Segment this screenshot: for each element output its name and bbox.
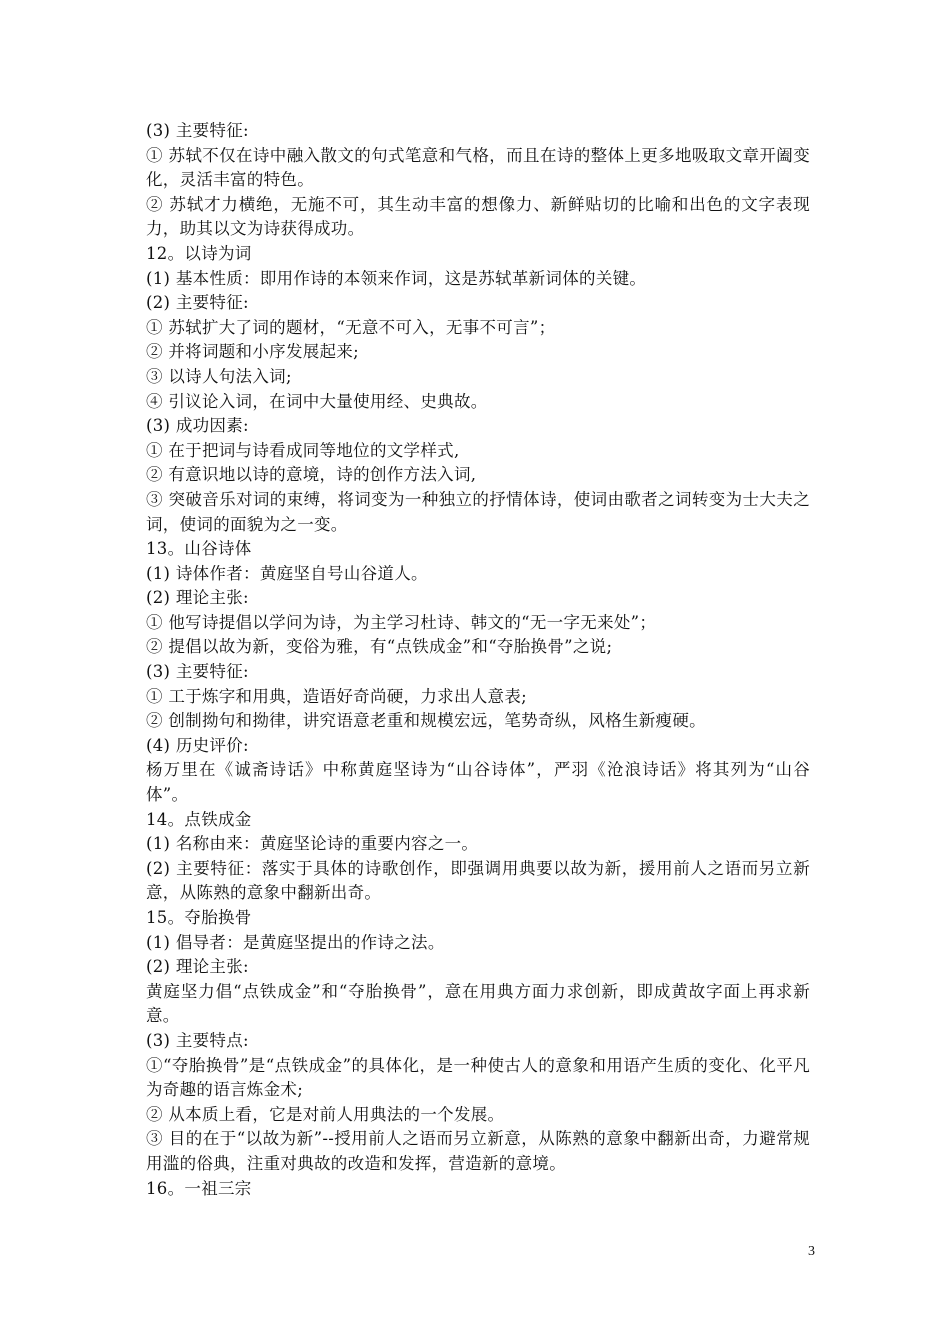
section-heading: 14。点铁成金 xyxy=(146,809,252,829)
section-heading: 13。山谷诗体 xyxy=(146,539,252,559)
text-line: (3) 主要特征: xyxy=(146,121,249,140)
section-heading: 15。夺胎换骨 xyxy=(146,908,252,927)
text-line: (2) 主要特征: xyxy=(146,293,249,313)
text-line: ④ 引议论入词，在词中大量使用经、史典故。 xyxy=(146,391,488,411)
text-line: 杨万里在《诚斋诗话》中称黄庭坚诗为“山谷诗体”，严羽《沧浪诗话》将其列为“山谷体”。 xyxy=(146,760,810,805)
text-line: ① 工于炼字和用典，造语好奇尚硬，力求出人意表; xyxy=(146,686,528,706)
text-line: ①“夺胎换骨”是“点铁成金”的具体化，是一种使古人的意象和用语产生质的变化、化平凡为奇趣的语言炼金术; xyxy=(146,1055,810,1100)
text-line: (3) 成功因素: xyxy=(146,416,249,436)
section-heading: 12。以诗为词 xyxy=(146,243,252,263)
text-line: ② 创制拗句和拗律，讲究语意老重和规模宏远，笔势奇纵，风格生新瘦硬。 xyxy=(146,711,706,731)
text-line: (1) 名称由来：黄庭坚论诗的重要内容之一。 xyxy=(146,834,479,854)
text-line: (1) 基本性质：即用作诗的本领来作词，这是苏轼革新词体的关键。 xyxy=(146,268,647,288)
text-line: 黄庭坚力倡“点铁成金”和“夺胎换骨”，意在用典方面力求创新，即成黄故字面上再求新意。 xyxy=(146,981,810,1026)
text-line: (2) 理论主张: xyxy=(146,588,249,608)
text-line: ② 从本质上看，它是对前人用典法的一个发展。 xyxy=(146,1104,505,1124)
text-line: ③ 突破音乐对词的束缚，将词变为一种独立的抒情体诗，使词由歌者之词转变为士大夫之词，使词的面貌为之一变。 xyxy=(146,489,810,534)
text-line: (4) 历史评价: xyxy=(146,735,249,755)
text-line: ③ 目的在于“以故为新”--授用前人之语而另立新意，从陈熟的意象中翻新出奇，力避常规用滥的俗典，注重对典故的改造和发挥，营造新的意境。 xyxy=(146,1129,810,1173)
text-line: (3) 主要特点: xyxy=(146,1030,249,1050)
text-line: (1) 诗体作者：黄庭坚自号山谷道人。 xyxy=(146,563,428,583)
section-heading: 16。一祖三宗 xyxy=(146,1178,252,1198)
text-line: ② 有意识地以诗的意境，诗的创作方法入词, xyxy=(146,465,477,485)
page-number: 3 xyxy=(808,1244,815,1259)
text-line: (3) 主要特征: xyxy=(146,662,249,682)
text-line: ① 苏轼扩大了词的题材，“无意不可入，无事不可言”； xyxy=(146,317,556,337)
text-line: (1) 倡导者：是黄庭坚提出的作诗之法。 xyxy=(146,932,445,952)
text-line: ① 在于把词与诗看成同等地位的文学样式, xyxy=(146,440,460,460)
text-line: ③ 以诗人句法入词; xyxy=(146,366,292,386)
text-line: ② 并将词题和小序发展起来; xyxy=(146,342,360,362)
text-line: (2) 主要特征：落实于具体的诗歌创作，即强调用典要以故为新，援用前人之语而另立新意，从陈熟的意象中翻新出奇。 xyxy=(146,858,810,903)
text-line: ① 苏轼不仅在诗中融入散文的句式笔意和气格，而且在诗的整体上更多地吸取文章开阖变化，灵活丰富的特色。 xyxy=(146,145,810,190)
text-line: ① 他写诗提倡以学问为诗，为主学习杜诗、韩文的“无一字无来处”； xyxy=(146,612,657,632)
text-line: ② 提倡以故为新，变俗为雅，有“点铁成金”和“夺胎换骨”之说; xyxy=(146,637,613,657)
text-line: (2) 理论主张: xyxy=(146,957,249,977)
text-line: ② 苏轼才力横绝，无施不可，其生动丰富的想像力、新鲜贴切的比喻和出色的文字表现力，助其以文为诗获得成功。 xyxy=(146,194,810,239)
document-body xyxy=(146,119,810,1201)
